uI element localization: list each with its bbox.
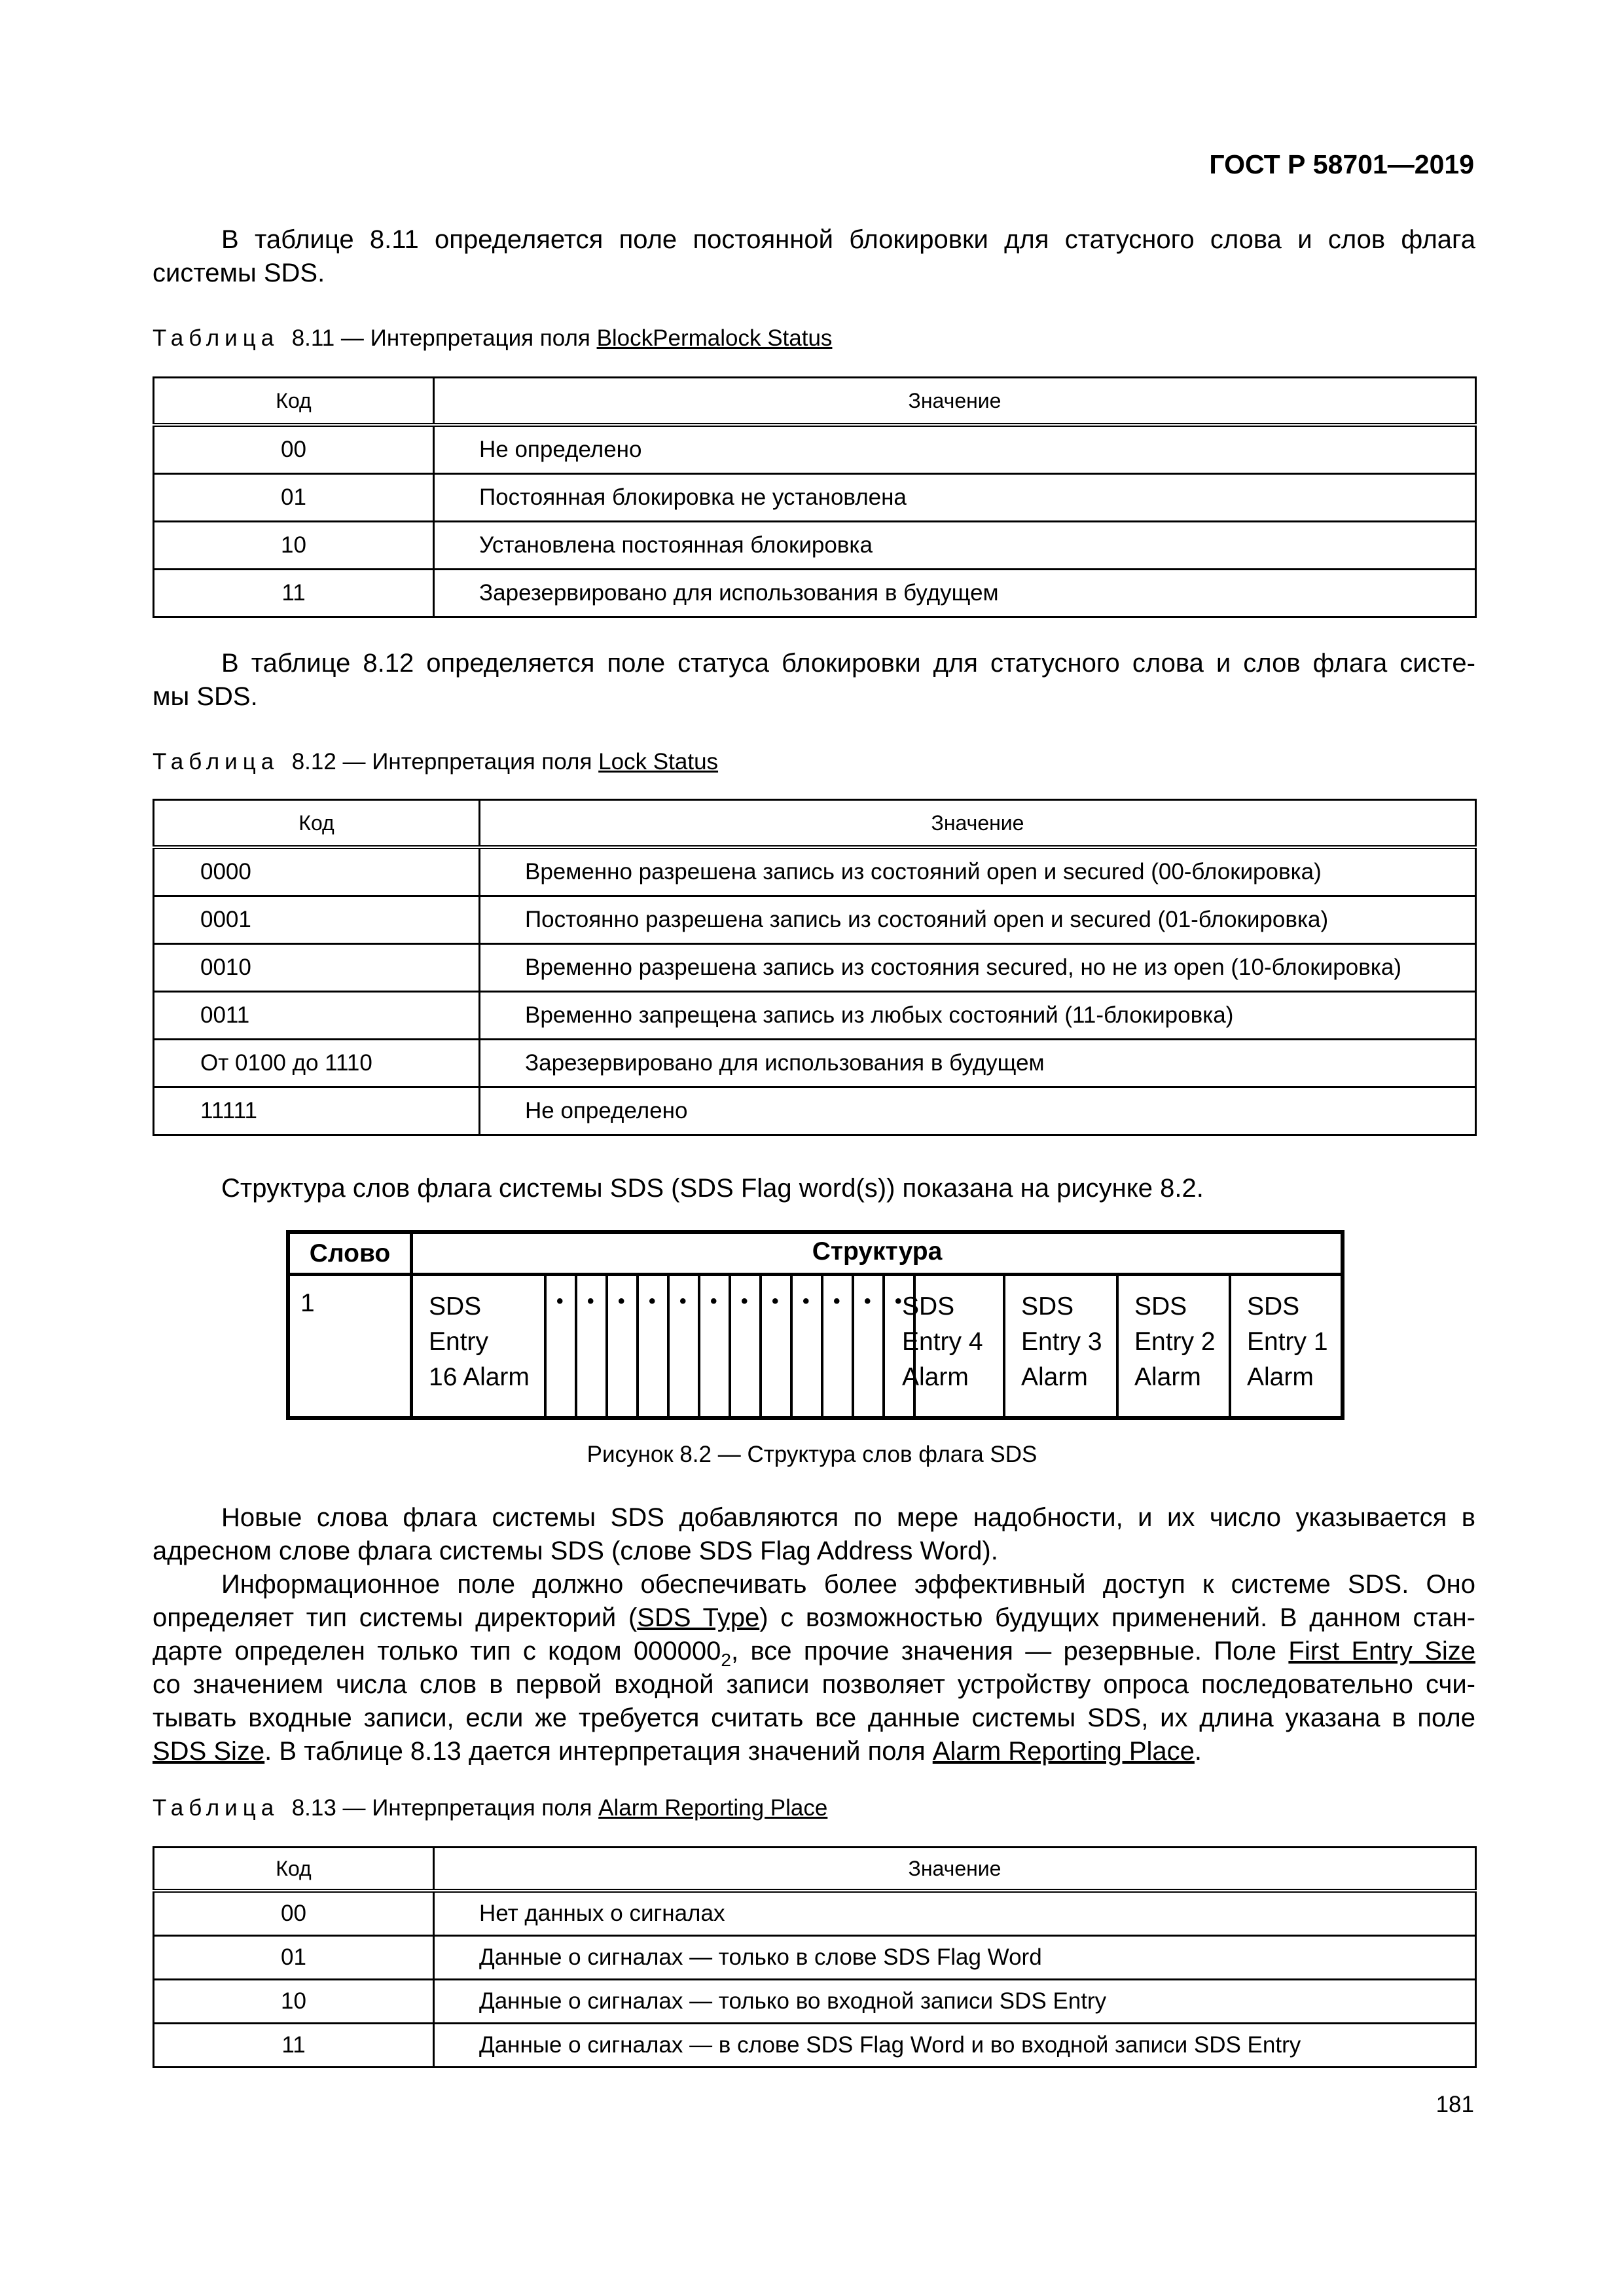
- cell-code: 11: [154, 2024, 434, 2068]
- paragraph-line: [153, 1601, 1475, 1635]
- ellipsis-dot: •: [556, 1290, 564, 1312]
- table-row: [154, 570, 1476, 617]
- paragraph-line: Новые слова флага системы SDS добавляются по мере надобности, и их число указывается в: [221, 1503, 1475, 1532]
- paragraph-line: Структура слов флага системы SDS (SDS Flag word(s)) показана на рисунке 8.2.: [221, 1174, 1204, 1203]
- entry-line: Entry: [429, 1328, 489, 1356]
- ellipsis-dot: •: [803, 1290, 810, 1312]
- table-8-13-caption: [153, 1795, 827, 1821]
- bit-divider: [759, 1273, 762, 1420]
- table-row: [154, 522, 1476, 570]
- cell-code: 11: [154, 570, 434, 617]
- cell-code: 11111: [154, 1087, 480, 1135]
- paragraph-line: В таблице 8.11 определяется поле постоянной блокировки для статусного слова и слов флага: [221, 225, 1475, 254]
- paragraph-line: Информационное поле должно обеспечивать более эффективный доступ к системе SDS. Оно: [221, 1570, 1475, 1599]
- table-row: [154, 1040, 1476, 1087]
- figure-8-2-caption: Рисунок 8.2 — Структура слов флага SDS: [586, 1442, 1038, 1467]
- paragraph-new-flag-words: [153, 1501, 1475, 1568]
- bit-divider: [882, 1273, 885, 1420]
- field-name-first-entry-size: First Entry Size: [1288, 1637, 1476, 1666]
- entry-line: Entry 3: [1021, 1328, 1102, 1356]
- figure-word-value: 1: [300, 1289, 315, 1317]
- document-code: ГОСТ Р 58701—2019: [1209, 149, 1474, 179]
- field-name-sds-size: SDS Size: [153, 1737, 265, 1766]
- entry-line: Alarm: [1021, 1363, 1088, 1391]
- subscript-base: 2: [721, 1650, 731, 1670]
- figure-entry-3-alarm: [1021, 1289, 1102, 1395]
- cell-code: 10: [154, 1980, 434, 2024]
- table-row: [154, 1936, 1476, 1980]
- table-row: [154, 474, 1476, 522]
- text-run: . В таблице 8.13 дается интерпретация значений поля: [264, 1737, 933, 1766]
- table-row: [154, 1891, 1476, 1936]
- table-header-row: [154, 800, 1476, 848]
- header-code: Код: [154, 800, 480, 848]
- cell-value: Постоянно разрешена запись из состояний open и secured (01-блокировка): [480, 896, 1476, 944]
- caption-text: 8.12 — Интерпретация поля: [291, 749, 599, 774]
- cell-value: Временно запрещена запись из любых состояний (11-блокировка): [480, 992, 1476, 1040]
- paragraph-table-8-12-intro: [153, 647, 1475, 714]
- ellipsis-dot: •: [741, 1290, 748, 1312]
- text-run: определяет тип системы директорий (: [153, 1603, 638, 1632]
- table-row: [154, 425, 1476, 474]
- entry-line: Entry 1: [1247, 1328, 1328, 1356]
- table-row: [154, 992, 1476, 1040]
- table-8-11-caption: [153, 325, 832, 352]
- header-code: Код: [154, 378, 434, 426]
- bit-divider: [544, 1273, 547, 1420]
- caption-text: 8.11 — Интерпретация поля: [291, 325, 597, 351]
- cell-value: Временно разрешена запись из состояния secured, но не из open (10-блокировка): [480, 944, 1476, 992]
- entry-line: SDS: [1134, 1292, 1187, 1321]
- ellipsis-dot: •: [833, 1290, 840, 1312]
- caption-text: 8.13 — Интерпретация поля: [291, 1795, 599, 1821]
- figure-entry-4-alarm: [902, 1289, 983, 1395]
- paragraph-line: В таблице 8.12 определяется поле статуса блокировки для статусного слова и слов флага систе-: [221, 649, 1475, 678]
- caption-field-name: Alarm Reporting Place: [598, 1795, 828, 1821]
- figure-entry-16-alarm: [429, 1289, 530, 1395]
- paragraph-table-8-11-intro: [153, 223, 1475, 290]
- paragraph-line: тывать входные записи, если же требуется считать все данные системы SDS, их длина указана в поле: [153, 1704, 1475, 1732]
- ellipsis-dot: •: [772, 1290, 779, 1312]
- field-name-sds-type: SDS Type: [637, 1603, 760, 1632]
- caption-prefix: Таблица: [153, 749, 280, 774]
- entry-line: SDS: [902, 1292, 955, 1321]
- cell-code: 01: [154, 474, 434, 522]
- paragraph-line: мы SDS.: [153, 682, 258, 711]
- entry-line: SDS: [1021, 1292, 1074, 1321]
- paragraph-info-field: [153, 1568, 1475, 1768]
- paragraph-line: [153, 1635, 1475, 1668]
- table-header-row: [154, 378, 1476, 426]
- table-row: [154, 896, 1476, 944]
- bit-divider: [636, 1273, 639, 1420]
- caption-prefix: Таблица: [153, 1795, 280, 1821]
- text-run: ) с возможностью будущих применений. В данном стан-: [759, 1603, 1475, 1632]
- caption-field-name: Lock Status: [598, 749, 719, 774]
- ellipsis-dot: •: [864, 1290, 871, 1312]
- caption-field-name: BlockPermalock Status: [596, 325, 833, 351]
- cell-code: 0010: [154, 944, 480, 992]
- cell-code: 00: [154, 425, 434, 474]
- table-8-11: [153, 376, 1477, 618]
- entry-line: Alarm: [1247, 1363, 1314, 1391]
- cell-code: 01: [154, 1936, 434, 1980]
- field-name-alarm-reporting-place: Alarm Reporting Place: [932, 1737, 1195, 1766]
- ellipsis-dot: •: [710, 1290, 717, 1312]
- header-value: Значение: [480, 800, 1476, 848]
- cell-code: 0001: [154, 896, 480, 944]
- figure-entry-1-alarm: [1247, 1289, 1328, 1395]
- caption-prefix: Таблица: [153, 325, 280, 351]
- entry-line: SDS: [1247, 1292, 1300, 1321]
- cell-value: Данные о сигналах — в слове SDS Flag Word и во входной записи SDS Entry: [434, 2024, 1476, 2068]
- table-header-row: [154, 1848, 1476, 1891]
- cell-value: Нет данных о сигналах: [434, 1891, 1476, 1936]
- bit-divider: [605, 1273, 608, 1420]
- cell-value: Постоянная блокировка не установлена: [434, 474, 1476, 522]
- ellipsis-dot: •: [649, 1290, 656, 1312]
- bit-divider: [790, 1273, 793, 1420]
- paragraph-line: со значением числа слов в первой входной записи позволяет устройству опроса последовательно счи-: [153, 1670, 1475, 1699]
- figure-entry-2-alarm: [1134, 1289, 1216, 1395]
- bit-divider: [821, 1273, 823, 1420]
- entry-line: Alarm: [1134, 1363, 1201, 1391]
- paragraph-line: [153, 1735, 1475, 1768]
- cell-code: 10: [154, 522, 434, 570]
- bit-divider: [575, 1273, 577, 1420]
- table-row: [154, 847, 1476, 896]
- cell-value: Не определено: [434, 425, 1476, 474]
- cell-code: 0000: [154, 847, 480, 896]
- figure-8-2-flag-word-structure: [286, 1230, 1344, 1420]
- header-value: Значение: [434, 1848, 1476, 1891]
- cell-value: Данные о сигналах — только в слове SDS Flag Word: [434, 1936, 1476, 1980]
- ellipsis-dot: •: [587, 1290, 594, 1312]
- cell-value: Данные о сигналах — только во входной записи SDS Entry: [434, 1980, 1476, 2024]
- entry-line: 16 Alarm: [429, 1363, 530, 1391]
- text-run: .: [1194, 1737, 1202, 1766]
- text-run: , все прочие значения — резервные. Поле: [731, 1637, 1289, 1666]
- header-code: Код: [154, 1848, 434, 1891]
- table-8-12: [153, 799, 1477, 1136]
- table-8-13: [153, 1846, 1477, 2068]
- bit-divider: [698, 1273, 700, 1420]
- cell-value: Не определено: [480, 1087, 1476, 1135]
- text-run: дарте определен только тип с кодом 000000: [153, 1637, 721, 1666]
- ellipsis-dot: •: [895, 1290, 902, 1312]
- entry-divider: [1003, 1273, 1005, 1420]
- cell-code: 0011: [154, 992, 480, 1040]
- bit-divider: [852, 1273, 854, 1420]
- table-8-12-caption: [153, 749, 718, 775]
- cell-value: Зарезервировано для использования в будущем: [480, 1040, 1476, 1087]
- figure-header-divider: [290, 1273, 1341, 1276]
- table-row: [154, 2024, 1476, 2068]
- ellipsis-dot: •: [679, 1290, 687, 1312]
- paragraph-line: системы SDS.: [153, 259, 325, 287]
- cell-value: Временно разрешена запись из состояний open и secured (00-блокировка): [480, 847, 1476, 896]
- table-row: [154, 1087, 1476, 1135]
- cell-value: Установлена постоянная блокировка: [434, 522, 1476, 570]
- figure-header-word: Слово: [309, 1239, 391, 1267]
- paragraph-line: адресном слове флага системы SDS (слове SDS Flag Address Word).: [153, 1537, 998, 1565]
- entry-line: Alarm: [902, 1363, 969, 1391]
- entry-line: Entry 4: [902, 1328, 983, 1356]
- page-number: 181: [1435, 2092, 1474, 2117]
- cell-code: 00: [154, 1891, 434, 1936]
- ellipsis-dot: •: [618, 1290, 625, 1312]
- paragraph-figure-intro: [153, 1172, 1475, 1205]
- figure-header-structure: Структура: [812, 1237, 943, 1266]
- entry-line: Entry 2: [1134, 1328, 1216, 1356]
- cell-value: Зарезервировано для использования в будущем: [434, 570, 1476, 617]
- entry-line: SDS: [429, 1292, 482, 1321]
- bit-divider: [729, 1273, 731, 1420]
- entry-divider: [1229, 1273, 1231, 1420]
- table-row: [154, 944, 1476, 992]
- cell-code: От 0100 до 1110: [154, 1040, 480, 1087]
- entry-divider: [1116, 1273, 1119, 1420]
- table-row: [154, 1980, 1476, 2024]
- bit-divider: [667, 1273, 670, 1420]
- header-value: Значение: [434, 378, 1476, 426]
